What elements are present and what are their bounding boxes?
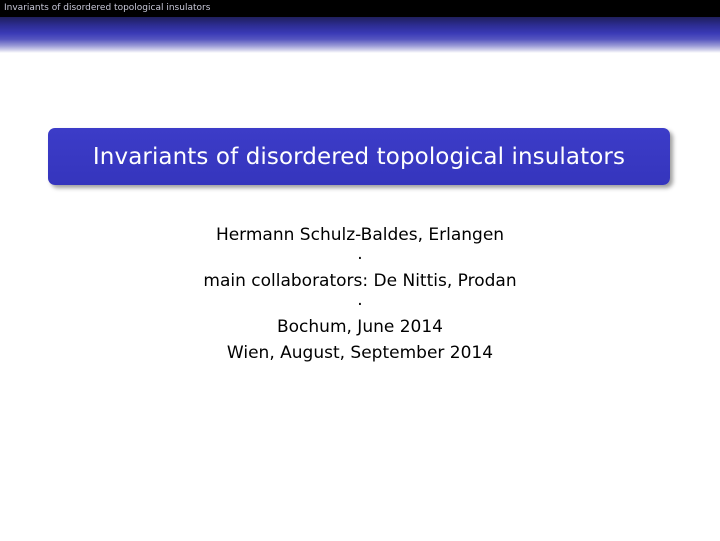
event-line-wien: Wien, August, September 2014 xyxy=(226,343,494,363)
header-gradient-band xyxy=(0,17,720,53)
title-page-content xyxy=(0,222,720,366)
author-line: Hermann Schulz-Baldes, Erlangen xyxy=(215,225,505,245)
separator-dot: . xyxy=(357,290,363,310)
slide-title: Invariants of disordered topological insulators xyxy=(92,143,626,170)
event-line-bochum: Bochum, June 2014 xyxy=(276,317,443,337)
collaborators-line: main collaborators: De Nittis, Prodan xyxy=(203,271,517,291)
separator-dot: . xyxy=(357,244,363,264)
running-title[interactable]: Invariants of disordered topological insulators xyxy=(4,3,211,13)
top-navigation-bar xyxy=(0,0,720,17)
title-block xyxy=(48,128,670,185)
